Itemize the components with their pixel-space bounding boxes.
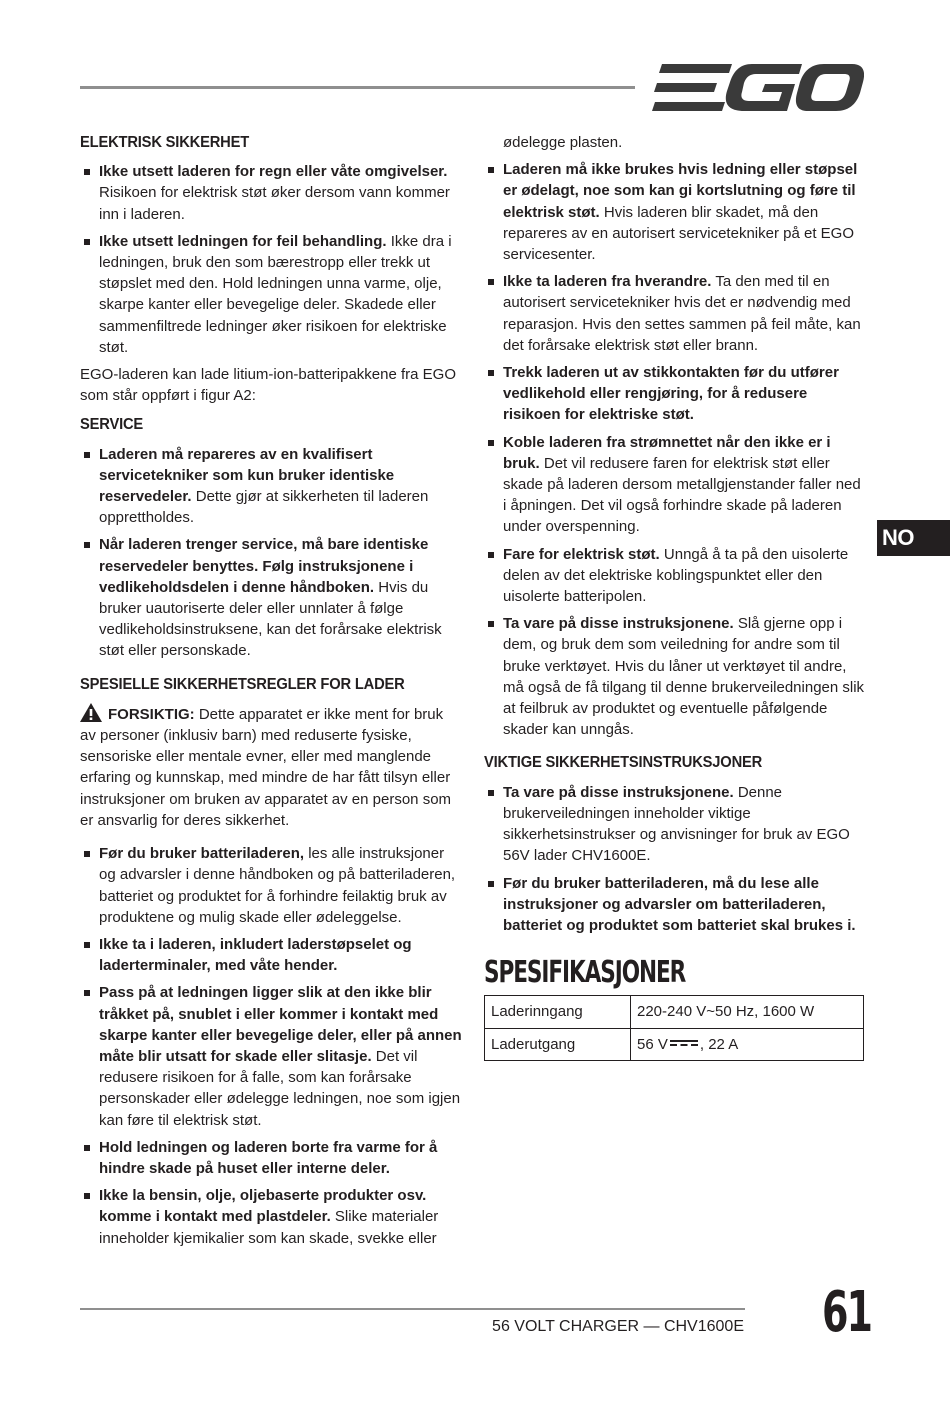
warning-label: FORSIKTIG: [108,705,195,723]
list-item: Laderen må repareres av en kvalifisert servicetekniker som kun bruker identiske reservedeler. Dette gjør at sikkerheten til laderen opprettholdes. [80,444,462,529]
section-heading-electrical: ELEKTRISK SIKKERHET [80,134,250,151]
footer-text: 56 VOLT CHARGER — CHV1600E [492,1318,744,1335]
left-column [80,132,462,1255]
list-item: Før du bruker batteriladeren, må du lese alle instruksjoner og advarsler om batteriladeren, batteriet og produktet som batteriet skal brukes i. [484,873,866,937]
dc-current-symbol-icon [670,1040,698,1046]
spec-value: 56 V , 22 A [631,1028,864,1060]
spec-value: 220-240 V~50 Hz, 1600 W [631,996,864,1028]
right-column [484,132,866,1061]
list-item: Ikke ta i laderen, inkludert laderstøpselet og laderterminaler, med våte hender. [80,934,462,976]
list-item: Ikke utsett ledningen for feil behandling. Ikke dra i ledningen, bruk den som bærestropp eller trekk ut støpslet med den. Hold ledningen unna varme, olje, skarpe kanter eller bevegelige deler. Skadede eller sammenfiltrede ledninger øker risikoen for elektriske støt. [80,231,462,358]
warning-triangle-icon [80,703,102,722]
list-item: Ta vare på disse instruksjonene. Denne brukerveiledningen inneholder viktige sikkerhetsinstrukser og anvisninger for bruk av EGO 56V lader CHV1600E. [484,782,866,867]
footer-rule [80,1308,745,1310]
ego-logo [652,64,864,112]
warning-paragraph: FORSIKTIG: Dette apparatet er ikke ment for bruk av personer (inklusiv barn) med reduserte fysiske, sensoriske eller mentale evner, eller med manglende erfaring og kunnskap, med mindre de har fått tilsyn eller instruksjoner om bruken av apparatet av en person som er ansvarlig for deres sikkerhet. [80,703,462,831]
spec-table [484,995,864,1060]
list-item: Før du bruker batteriladeren, les alle instruksjoner og advarsler i denne håndboken og på batteriladeren, batteriet og produktet for å forhindre feilaktig bruk av produktene og mulig skade eller ødeleggelse. [80,843,462,928]
list-item: Når laderen trenger service, må bare identiske reservedeler benyttes. Følg instruksjonene i vedlikeholdsdelen i denne håndboken. Hvis du bruker uautoriserte deler eller unnlater å følge vedlikeholdsinstruksene, kan det forårsake elektrisk støt eller personskade. [80,534,462,661]
page-number: 61 [822,1280,871,1345]
list-item: Fare for elektrisk støt. Unngå å ta på den uisolerte delen av det elektriske koblingspunktet eller den uisolerte batteripolen. [484,544,866,608]
list-item: Ta vare på disse instruksjonene. Slå gjerne opp i dem, og bruk dem som veiledning for andre som til bruke verktøyet. Hvis du låner ut verktøyet til andre, må også de få tilgang til denne brukerveiledningen slik at feilbruk av produktet og eventuelle påfølgende skader kan unngås. [484,613,866,740]
section-heading-important: VIKTIGE SIKKERHETSINSTRUKSJONER [484,754,763,772]
list-item: Trekk laderen ut av stikkontakten før du utfører vedlikehold eller rengjøring, for å redusere risikoen for elektriske støt. [484,362,866,426]
paragraph: EGO-laderen kan lade litium-ion-batteripakkene fra EGO som står oppført i figur A2: [80,366,457,405]
section-heading-special-rules: SPESIELLE SIKKERHETSREGLER FOR LADER [80,675,405,693]
header-rule [80,86,635,89]
list-item: Koble laderen fra strømnettet når den ikke er i bruk. Det vil redusere faren for elektrisk støt eller skade på laderen dersom metallgjenstander faller ned i åpningen. Det vil også forhindre skade på laderen under overspenning. [484,432,866,538]
language-tab: NO [877,520,950,556]
spec-key: Laderutgang [485,1028,631,1060]
list-item: Ikke utsett laderen for regn eller våte omgivelser. Risikoen for elektrisk støt øker dersom vann kommer inn i laderen. [80,161,462,225]
list-item: Ikke la bensin, olje, oljebaserte produkter osv. komme i kontakt med plastdeler. Slike materialer inneholder kjemikalier som kan skade, svekke eller [80,1185,462,1249]
table-row [485,996,864,1028]
table-row [485,1028,864,1060]
section-heading-service: SERVICE [80,416,144,434]
spec-title: SPESIFIKASJONER [484,955,686,991]
list-item: Ikke ta laderen fra hverandre. Ta den med til en autorisert servicetekniker hvis det er nødvendig med reparasjon. Hvis den settes sammen på feil måte, kan det forårsake elektrisk støt eller brann. [484,271,866,356]
list-item: Laderen må ikke brukes hvis ledning eller støpsel er ødelagt, noe som kan gi kortslutning og føre til elektrisk støt. Hvis laderen blir skadet, må den repareres av en autorisert servicetekniker på et EGO servicesenter. [484,159,866,265]
spec-key: Laderinngang [485,996,631,1028]
list-item: Hold ledningen og laderen borte fra varme for å hindre skade på huset eller interne deler. [80,1137,462,1179]
continuation-text: ødelegge plasten. [503,134,623,151]
list-item: Pass på at ledningen ligger slik at den ikke blir tråkket på, snublet i eller kommer i kontakt med skarpe kanter eller bevegelige deler, eller på annen måte blir utsatt for skade eller slitasje. Det vil redusere risikoen for å falle, som kan forårsake personskader eller ødelegge ledningen, noe som igjen kan føre til elektrisk støt. [80,982,462,1130]
